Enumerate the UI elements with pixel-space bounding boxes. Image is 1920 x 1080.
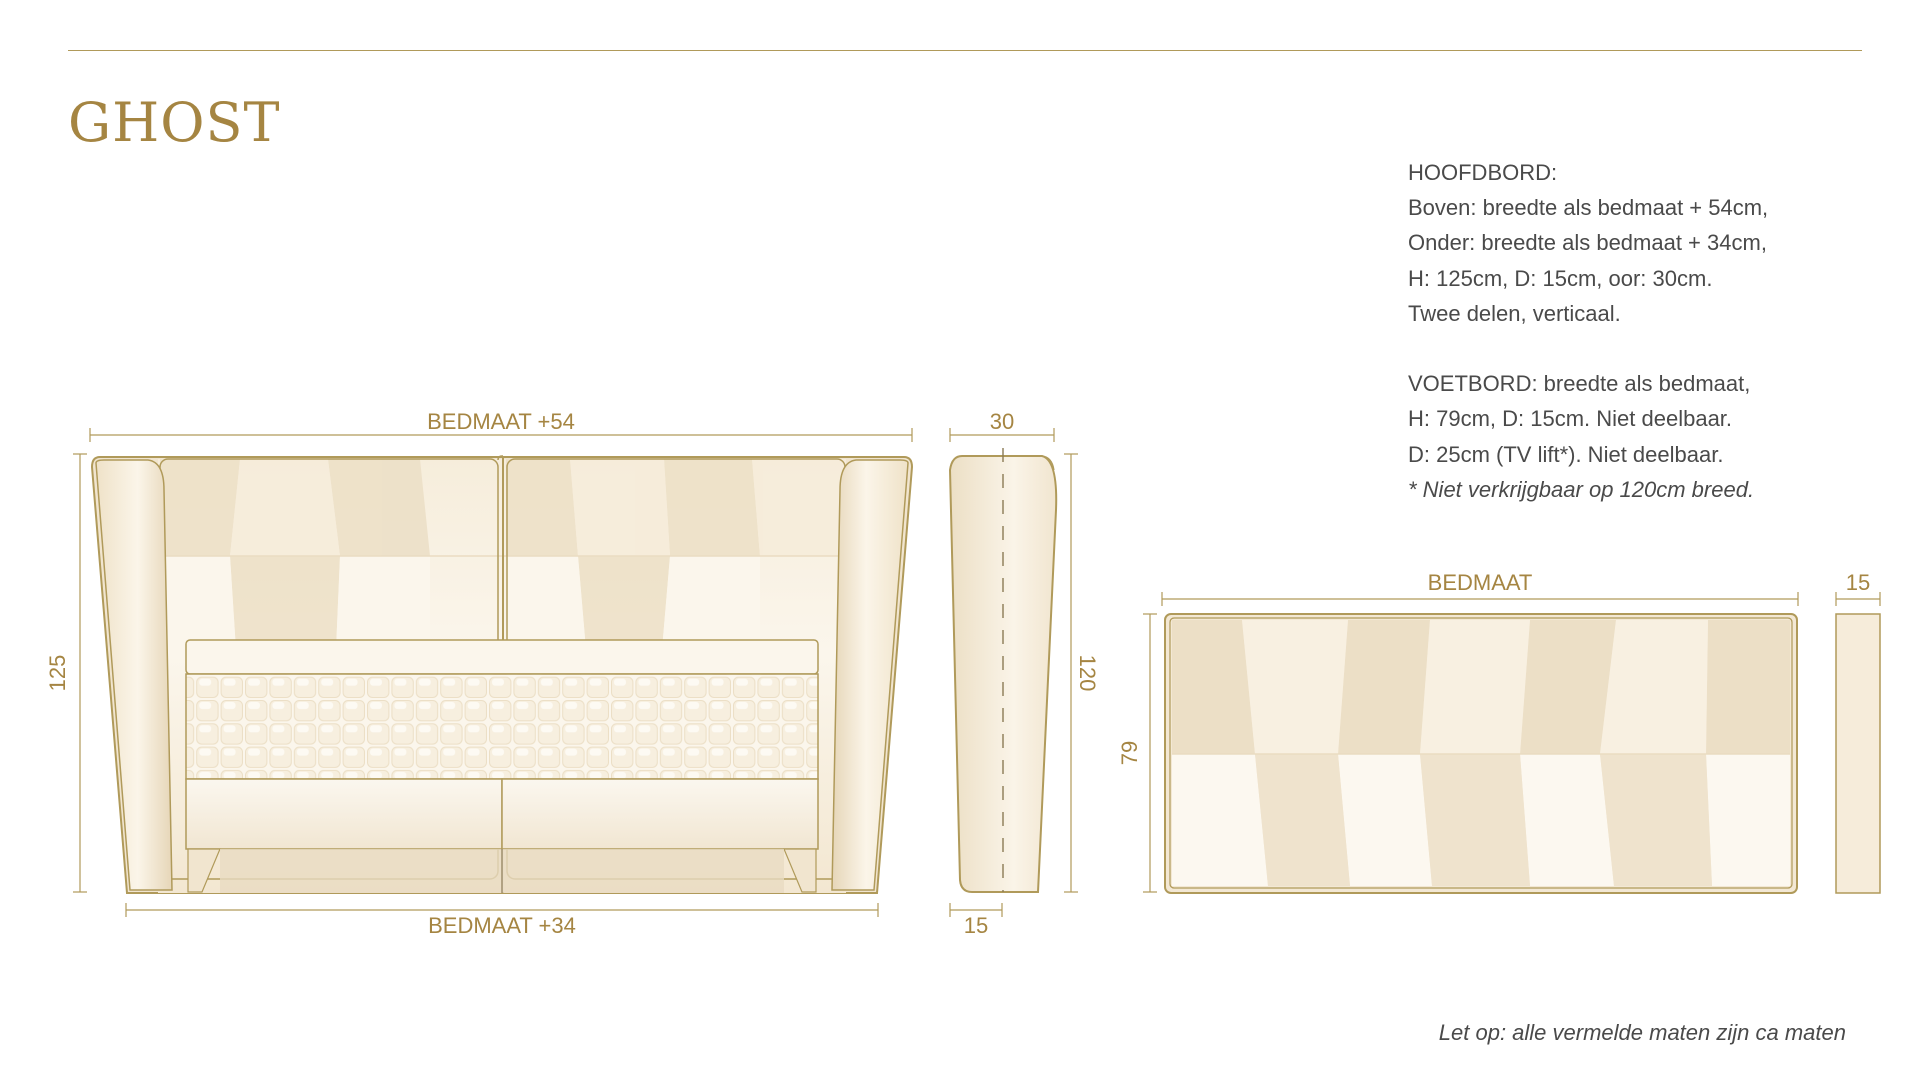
footboard-side-view bbox=[1836, 614, 1880, 893]
dim-footboard-depth: 15 bbox=[1845, 570, 1871, 595]
spec-headboard-bottom-width: Onder: breedte als bedmaat + 34cm, bbox=[1408, 230, 1767, 256]
boxspring-left bbox=[186, 779, 502, 849]
dim-side-depth: 15 bbox=[963, 913, 989, 938]
headboard-front-view bbox=[92, 456, 912, 893]
headboard-right-ear bbox=[832, 460, 908, 890]
dim-side-height: 120 bbox=[1075, 654, 1100, 692]
dim-footboard-width: BEDMAAT bbox=[1427, 570, 1533, 595]
footnote: Let op: alle vermelde maten zijn ca maten bbox=[1438, 1020, 1846, 1045]
dim-headboard-top-width: BEDMAAT +54 bbox=[427, 409, 575, 434]
headboard-side-view bbox=[950, 448, 1056, 892]
spec-headboard-parts: Twee delen, verticaal. bbox=[1408, 300, 1621, 326]
spec-footboard-tvlift: D: 25cm (TV lift*). Niet deelbaar. bbox=[1408, 441, 1724, 467]
spec-availability-note: * Niet verkrijgbaar op 120cm breed. bbox=[1408, 476, 1755, 502]
headboard-left-ear bbox=[96, 460, 172, 890]
dim-side-ear: 30 bbox=[989, 409, 1015, 434]
spec-headboard-heading: HOOFDBORD: bbox=[1408, 160, 1558, 185]
dim-headboard-bottom-width: BEDMAAT +34 bbox=[428, 913, 576, 938]
dim-headboard-height: 125 bbox=[45, 654, 70, 692]
side-profile bbox=[950, 456, 1056, 892]
spec-footboard-heading: VOETBORD: breedte als bedmaat, bbox=[1408, 371, 1751, 397]
mattress-topper bbox=[186, 640, 818, 674]
mattress-tufted bbox=[186, 674, 818, 779]
spec-headboard-size: H: 125cm, D: 15cm, oor: 30cm. bbox=[1408, 265, 1713, 291]
footboard-front-view bbox=[1165, 614, 1797, 893]
dim-footboard-height: 79 bbox=[1117, 740, 1142, 766]
product-title: GHOST bbox=[68, 91, 281, 154]
boxspring-right bbox=[502, 779, 818, 849]
spec-headboard-top-width: Boven: breedte als bedmaat + 54cm, bbox=[1408, 195, 1769, 221]
spec-footboard-size: H: 79cm, D: 15cm. Niet deelbaar. bbox=[1408, 406, 1733, 432]
